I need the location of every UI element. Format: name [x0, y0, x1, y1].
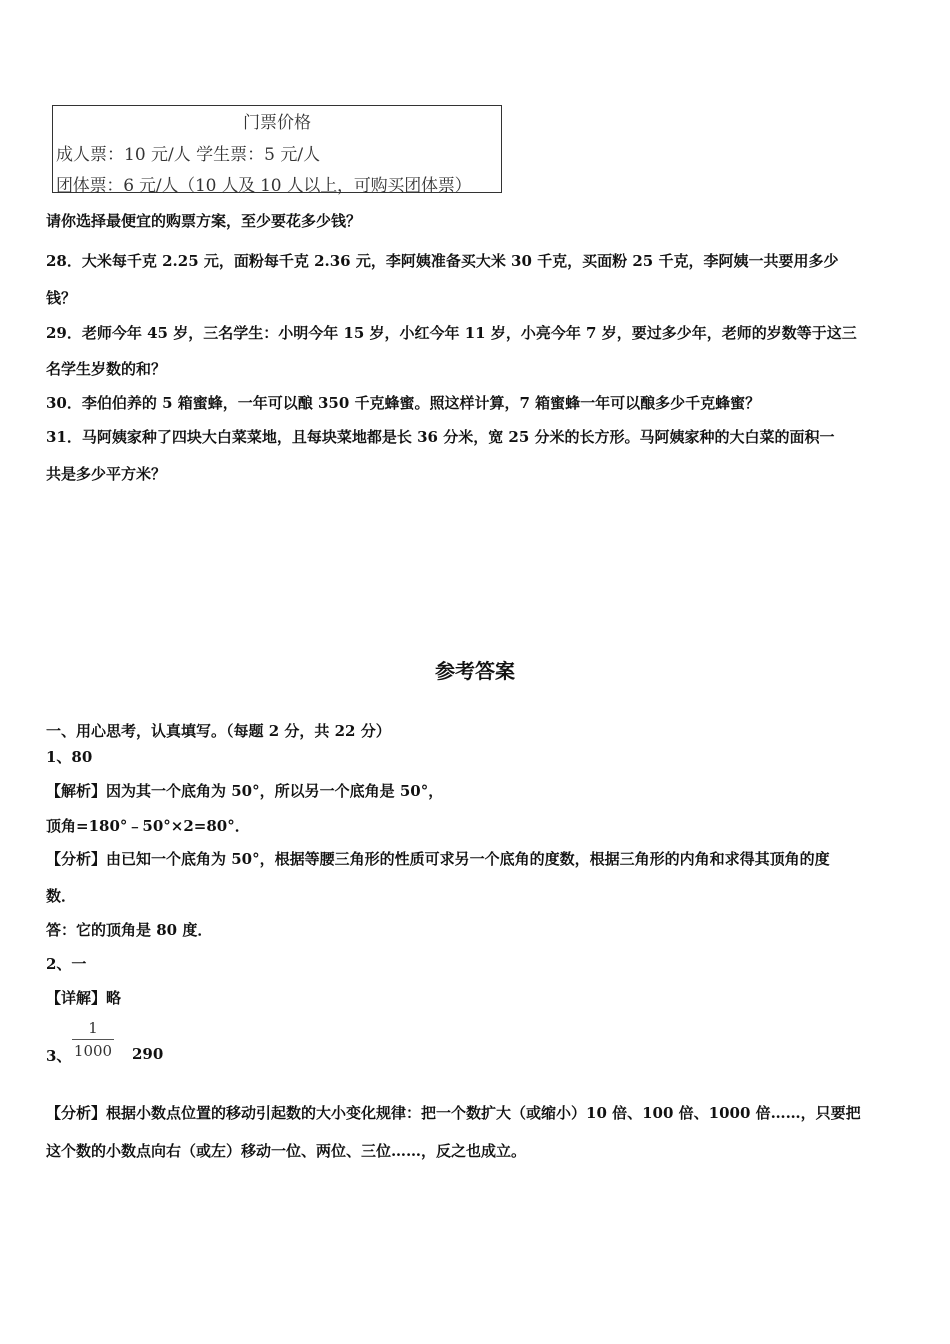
answer-3-fraction	[72, 1018, 114, 1061]
answer-3-label: 3、	[46, 1047, 72, 1065]
ticket-price-box	[52, 105, 502, 196]
answer-1-analysis-line-1: 【解析】因为其一个底角为 50°，所以另一个底角是 50°，	[46, 782, 444, 800]
q30-line-1: 30．李伯伯养的 5 箱蜜蜂，一年可以酿 350 千克蜂蜜。照这样计算，7 箱蜜蜂一年可以酿多少千克蜂蜜？	[46, 394, 761, 412]
fraction-numerator: 1	[88, 1019, 98, 1037]
answer-3-value: 290	[132, 1045, 164, 1063]
answer-3-fenxi-line-2: 这个数的小数点向右（或左）移动一位、两位、三位……，反之也成立。	[46, 1142, 527, 1160]
q31-line-2: 共是多少平方米？	[46, 465, 167, 483]
q29-line-2: 名学生岁数的和？	[46, 360, 167, 378]
q27-prompt: 请你选择最便宜的购票方案，至少要花多少钱？	[46, 212, 362, 230]
answer-1-analysis-line-2: 顶角=180°﹣50°×2=80°．	[46, 817, 250, 835]
ticket-box-line-1: 成人票：10 元/人 学生票：5 元/人	[56, 145, 321, 165]
answers-heading: 参考答案	[435, 659, 515, 683]
q29-line-1: 29．老师今年 45 岁，三名学生：小明今年 15 岁，小红今年 11 岁，小亮今年 7 岁，要过多少年，老师的岁数等于这三	[46, 324, 857, 342]
answer-1-fenxi-line-2: 数．	[46, 887, 77, 905]
q31-line-1: 31．马阿姨家种了四块大白菜菜地，且每块菜地都是长 36 分米，宽 25 分米的长方形。马阿姨家种的大白菜的面积一	[46, 428, 835, 446]
answer-1: 1、80	[46, 748, 93, 766]
q28-line-2: 钱？	[46, 289, 77, 307]
fraction-bar	[72, 1039, 114, 1040]
ticket-box-title: 门票价格	[243, 113, 311, 133]
answer-2-detail: 【详解】略	[46, 989, 122, 1007]
answer-2: 2、一	[46, 955, 87, 973]
q28-line-1: 28．大米每千克 2.25 元，面粉每千克 2.36 元，李阿姨准备买大米 30 千克，买面粉 25 千克，李阿姨一共要用多少	[46, 252, 839, 270]
fraction-denominator: 1000	[73, 1042, 113, 1060]
section-1-title: 一、用心思考，认真填写。（每题 2 分，共 22 分）	[46, 722, 391, 740]
answer-1-fenxi-line-1: 【分析】由已知一个底角为 50°，根据等腰三角形的性质可求另一个底角的度数，根据三角形的内角和求得其顶角的度	[46, 850, 830, 868]
answer-3-fenxi-line-1: 【分析】根据小数点位置的移动引起数的大小变化规律：把一个数扩大（或缩小）10 倍、100 倍、1000 倍……，只要把	[46, 1104, 861, 1122]
answer-1-conclusion: 答：它的顶角是 80 度．	[46, 921, 213, 939]
ticket-box-line-2: 团体票：6 元/人（10 人及 10 人以上，可购买团体票）	[56, 176, 472, 196]
